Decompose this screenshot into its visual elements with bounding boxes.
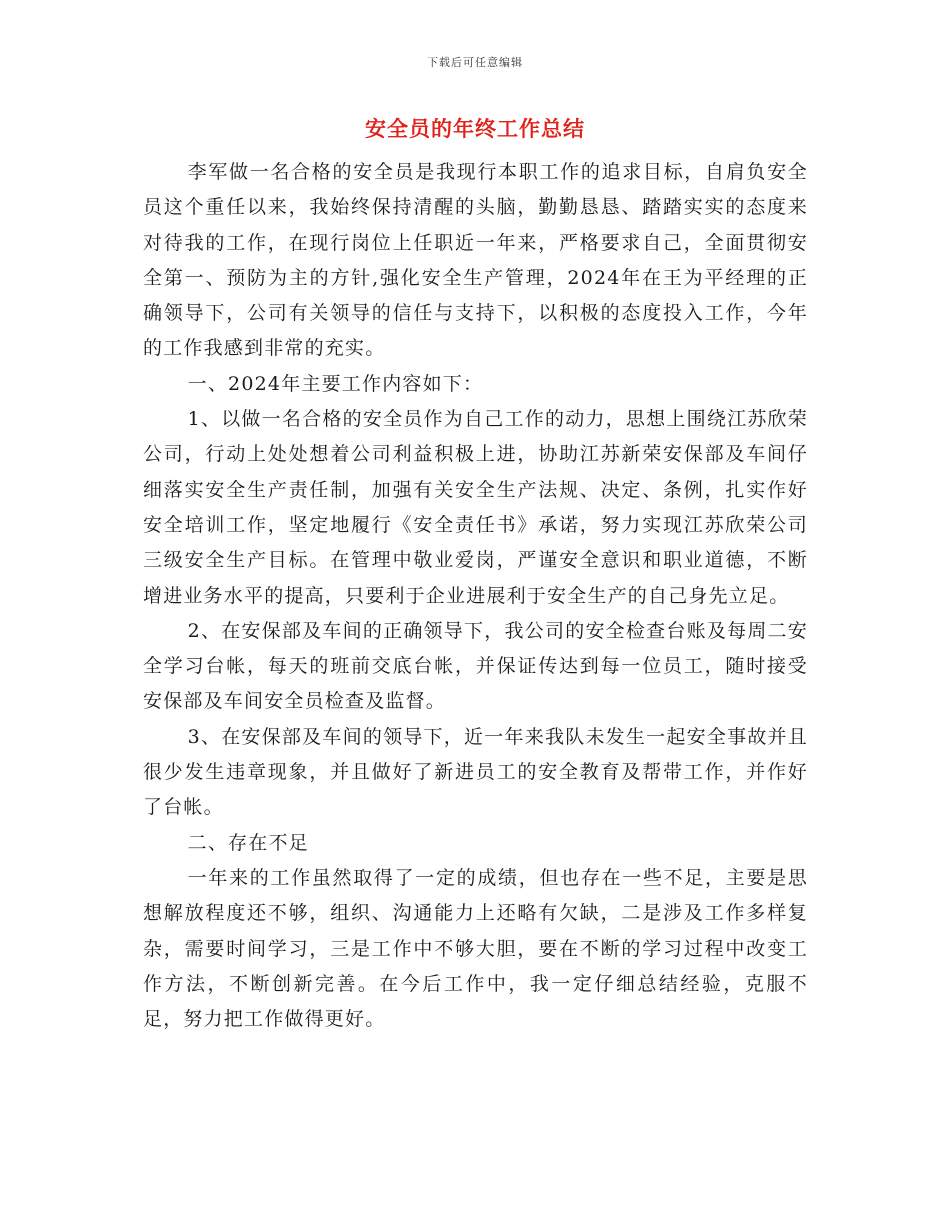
paragraph-intro: 李军做一名合格的安全员是我现行本职工作的追求目标，自肩负安全员这个重任以来，我始终保持清醒的头脑，勤勤恳恳、踏踏实实的态度来对待我的工作，在现行岗位上任职近一年来，严格要求自己，全面贯彻安全第一、预防为主的方针,强化安全生产管理，2024年在王为平经理的正确领导下，公司有关领导的信任与支持下，以积极的态度投入工作，今年的工作我感到非常的充实。 [143,161,808,360]
paragraph-shortcomings: 一年来的工作虽然取得了一定的成绩，但也存在一些不足，主要是思想解放程度还不够，组织、沟通能力上还略有欠缺，二是涉及工作多样复杂，需要时间学习，三是工作中不够大胆，要在不断的学习过程中改变工作方法，不断创新完善。在今后工作中，我一定仔细总结经验，克服不足，努力把工作做得更好。 [143,866,808,1031]
paragraph-item-2: 2、在安保部及车间的正确领导下，我公司的安全检查台账及每周二安全学习台帐，每天的班前交底台帐，并保证传达到每一位员工，随时接受安保部及车间安全员检查及监督。 [143,619,808,713]
paragraph-item-1: 1、以做一名合格的安全员作为自己工作的动力，思想上围绕江苏欣荣公司，行动上处处想着公司利益积极上进，协助江苏新荣安保部及车间仔细落实安全生产责任制，加强有关安全生产法规、决定、条例，扎实作好安全培训工作，坚定地履行《安全责任书》承诺，努力实现江苏欣荣公司三级安全生产目标。在管理中敬业爱岗，严谨安全意识和职业道德，不断增进业务水平的提高，只要利于企业进展利于安全生产的自己身先立足。 [143,408,808,607]
section-heading-main-work: 一、2024年主要工作内容如下： [187,372,484,395]
section-heading-shortcomings: 二、存在不足 [187,831,309,854]
document-title: 安全员的年终工作总结 [365,117,585,141]
document-body [143,155,808,1037]
paragraph-item-3: 3、在安保部及车间的领导下，近一年来我队未发生一起安全事故并且很少发生违章现象，并且做好了新进员工的安全教育及帮带工作，并作好了台帐。 [143,725,808,819]
header-note: 下载后可任意编辑 [427,56,523,69]
